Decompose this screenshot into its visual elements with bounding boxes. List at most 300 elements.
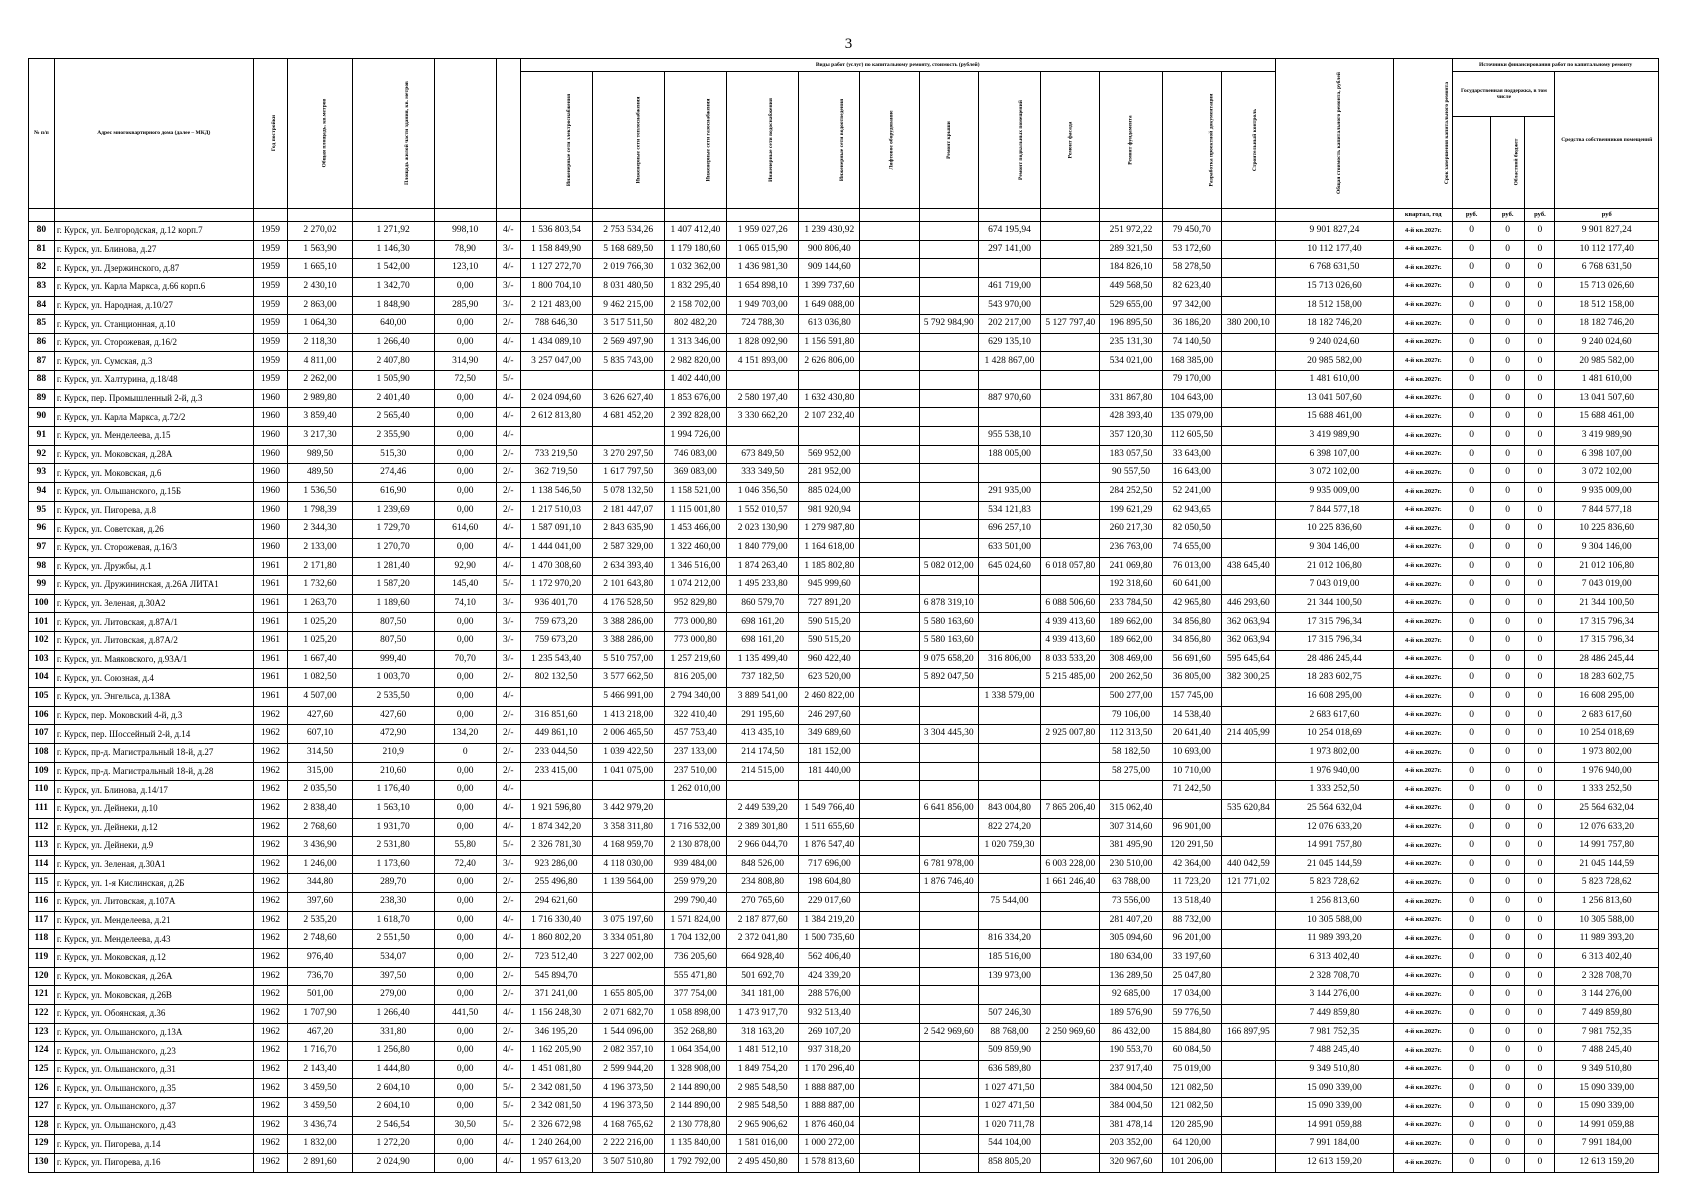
cell-work-basement: 816 334,20	[978, 930, 1040, 949]
cell-work-heat: 2 181 447,07	[592, 501, 664, 520]
cell-work-elevator	[860, 520, 919, 539]
cell-work-facade	[1041, 445, 1100, 464]
cell-work-water: 270 765,60	[727, 893, 799, 912]
cell-work-basement: 858 805,20	[978, 1154, 1040, 1173]
cell-work-basement	[978, 781, 1040, 800]
cell-work-design: 11 723,20	[1162, 874, 1221, 893]
cell-municipal-budget: 0	[1525, 743, 1555, 762]
cell-work-water: 1 495 233,80	[727, 576, 799, 595]
cell-fund-reform: 0	[1453, 688, 1491, 707]
cell-work-sewer: 198 604,80	[799, 874, 860, 893]
cell-living-area: 2 355,90	[352, 427, 434, 446]
cell-total-area: 736,70	[288, 967, 353, 986]
cell-work-facade	[1041, 240, 1100, 259]
table-row	[29, 277, 1659, 296]
cell-total-cost: 18 512 158,00	[1275, 296, 1393, 315]
table-row	[29, 650, 1659, 669]
cell-total-area: 2 344,30	[288, 520, 353, 539]
cell-fund-reform: 0	[1453, 1154, 1491, 1173]
cell-work-heat: 5 168 689,50	[592, 240, 664, 259]
cell-completion-term: 4-й кв.2027г.	[1394, 315, 1453, 334]
cell-regional-budget: 0	[1490, 240, 1524, 259]
cell-total-cost: 10 112 177,40	[1275, 240, 1393, 259]
cell-work-supervision	[1221, 688, 1275, 707]
table-row	[29, 855, 1659, 874]
cell-work-gas: 1 402 440,00	[664, 371, 726, 390]
cell-work-facade	[1041, 1135, 1100, 1154]
cell-completion-term: 4-й кв.2027г.	[1394, 352, 1453, 371]
cell-work-supervision	[1221, 762, 1275, 781]
cell-total-area: 2 768,60	[288, 818, 353, 837]
cell-nonresidential-area: 0,00	[434, 874, 496, 893]
cell-work-basement: 461 719,00	[978, 277, 1040, 296]
cell-fund-reform: 0	[1453, 296, 1491, 315]
cell-work-heat: 2 019 766,30	[592, 259, 664, 278]
cell-work-supervision	[1221, 445, 1275, 464]
cell-work-roof	[919, 1042, 978, 1061]
cell-work-basement: 534 121,83	[978, 501, 1040, 520]
cell-living-area: 1 176,40	[352, 781, 434, 800]
cell-work-heat: 1 544 096,00	[592, 1023, 664, 1042]
cell-living-area: 1 342,70	[352, 277, 434, 296]
table-row	[29, 893, 1659, 912]
cell-work-electric: 371 241,00	[520, 986, 592, 1005]
cell-year: 1962	[253, 1098, 287, 1117]
cell-work-heat: 3 577 662,50	[592, 669, 664, 688]
cell-regional-budget: 0	[1490, 1116, 1524, 1135]
cell-regional-budget: 0	[1490, 911, 1524, 930]
cell-owners-funds: 13 041 507,60	[1555, 389, 1659, 408]
cell-work-gas: 746 083,00	[664, 445, 726, 464]
cell-work-gas: 1 032 362,00	[664, 259, 726, 278]
cell-work-foundation: 281 407,20	[1100, 911, 1162, 930]
cell-year: 1962	[253, 1079, 287, 1098]
cell-row-number: 81	[29, 240, 55, 259]
cell-floors: 2/-	[496, 1023, 520, 1042]
cell-living-area: 1 271,92	[352, 222, 434, 241]
cell-work-water: 2 372 041,80	[727, 930, 799, 949]
cell-floors: 4/-	[496, 1042, 520, 1061]
cell-work-basement: 544 104,00	[978, 1135, 1040, 1154]
cell-work-elevator	[860, 482, 919, 501]
cell-address: г. Курск, ул. Карла Маркса, д.72/2	[54, 408, 253, 427]
cell-total-area: 1 082,50	[288, 669, 353, 688]
cell-work-electric: 733 219,50	[520, 445, 592, 464]
cell-work-heat: 2 006 465,50	[592, 725, 664, 744]
cell-work-water: 2 985 548,50	[727, 1079, 799, 1098]
cell-total-area: 1 263,70	[288, 594, 353, 613]
cell-work-gas: 2 158 702,00	[664, 296, 726, 315]
cell-work-supervision	[1221, 1135, 1275, 1154]
cell-work-foundation: 260 217,30	[1100, 520, 1162, 539]
header-number: № п/п	[29, 59, 55, 209]
cell-completion-term: 4-й кв.2027г.	[1394, 371, 1453, 390]
cell-completion-term: 4-й кв.2027г.	[1394, 538, 1453, 557]
cell-work-electric: 1 240 264,00	[520, 1135, 592, 1154]
cell-living-area: 640,00	[352, 315, 434, 334]
cell-completion-term: 4-й кв.2027г.	[1394, 855, 1453, 874]
cell-work-elevator	[860, 296, 919, 315]
cell-nonresidential-area: 0,00	[434, 1079, 496, 1098]
cell-work-design: 121 082,50	[1162, 1098, 1221, 1117]
cell-regional-budget: 0	[1490, 352, 1524, 371]
cell-work-roof	[919, 1154, 978, 1173]
cell-work-gas: 457 753,40	[664, 725, 726, 744]
cell-owners-funds: 18 182 746,20	[1555, 315, 1659, 334]
cell-total-cost: 1 976 940,00	[1275, 762, 1393, 781]
cell-work-roof	[919, 538, 978, 557]
unit-owners: руб	[1555, 209, 1659, 222]
cell-fund-reform: 0	[1453, 259, 1491, 278]
cell-work-sewer: 717 696,00	[799, 855, 860, 874]
cell-work-gas: 1 262 010,00	[664, 781, 726, 800]
cell-work-roof	[919, 743, 978, 762]
cell-nonresidential-area: 0,00	[434, 1060, 496, 1079]
cell-work-design: 34 856,80	[1162, 613, 1221, 632]
cell-year: 1961	[253, 650, 287, 669]
cell-owners-funds: 7 844 577,18	[1555, 501, 1659, 520]
cell-total-cost: 7 981 752,35	[1275, 1023, 1393, 1042]
cell-work-water: 698 161,20	[727, 632, 799, 651]
table-row	[29, 482, 1659, 501]
cell-work-facade	[1041, 706, 1100, 725]
cell-work-foundation: 180 634,00	[1100, 948, 1162, 967]
cell-owners-funds: 1 333 252,50	[1555, 781, 1659, 800]
cell-work-basement	[978, 594, 1040, 613]
cell-completion-term: 4-й кв.2027г.	[1394, 874, 1453, 893]
cell-work-elevator	[860, 632, 919, 651]
cell-regional-budget: 0	[1490, 855, 1524, 874]
table-row	[29, 874, 1659, 893]
cell-work-heat: 3 507 510,80	[592, 1154, 664, 1173]
cell-address: г. Курск, ул. Зеленая, д.30А2	[54, 594, 253, 613]
cell-year: 1961	[253, 576, 287, 595]
cell-fund-reform: 0	[1453, 967, 1491, 986]
cell-floors: 4/-	[496, 520, 520, 539]
cell-completion-term: 4-й кв.2027г.	[1394, 669, 1453, 688]
cell-total-area: 1 832,00	[288, 1135, 353, 1154]
cell-work-supervision	[1221, 389, 1275, 408]
cell-total-area: 2 143,40	[288, 1060, 353, 1079]
cell-work-sewer: 1 384 219,20	[799, 911, 860, 930]
cell-floors: 5/-	[496, 576, 520, 595]
cell-floors: 4/-	[496, 1060, 520, 1079]
cell-living-area: 331,80	[352, 1023, 434, 1042]
cell-floors: 4/-	[496, 1135, 520, 1154]
cell-work-water: 1 949 703,00	[727, 296, 799, 315]
cell-work-gas: 1 407 412,40	[664, 222, 726, 241]
cell-year: 1960	[253, 520, 287, 539]
cell-work-sewer: 981 920,94	[799, 501, 860, 520]
cell-row-number: 124	[29, 1042, 55, 1061]
cell-completion-term: 4-й кв.2027г.	[1394, 464, 1453, 483]
cell-work-water: 860 579,70	[727, 594, 799, 613]
header-work-basement: Ремонт подвальных помещений	[978, 72, 1040, 209]
cell-work-electric: 3 257 047,00	[520, 352, 592, 371]
cell-total-area: 989,50	[288, 445, 353, 464]
cell-total-area: 501,00	[288, 986, 353, 1005]
cell-address: г. Курск, пр-д. Магистральный 18-й, д.27	[54, 743, 253, 762]
cell-row-number: 89	[29, 389, 55, 408]
cell-fund-reform: 0	[1453, 315, 1491, 334]
cell-work-roof	[919, 352, 978, 371]
cell-municipal-budget: 0	[1525, 837, 1555, 856]
cell-completion-term: 4-й кв.2027г.	[1394, 501, 1453, 520]
cell-nonresidential-area: 998,10	[434, 222, 496, 241]
table-row	[29, 352, 1659, 371]
cell-work-facade: 6 088 506,60	[1041, 594, 1100, 613]
cell-row-number: 88	[29, 371, 55, 390]
cell-total-area: 315,00	[288, 762, 353, 781]
cell-municipal-budget: 0	[1525, 1060, 1555, 1079]
cell-work-elevator	[860, 725, 919, 744]
cell-work-gas: 1 074 212,00	[664, 576, 726, 595]
cell-work-supervision	[1221, 1116, 1275, 1135]
cell-work-design: 71 242,50	[1162, 781, 1221, 800]
cell-row-number: 113	[29, 837, 55, 856]
cell-work-basement: 1 338 579,00	[978, 688, 1040, 707]
cell-row-number: 125	[29, 1060, 55, 1079]
cell-work-design: 79 170,00	[1162, 371, 1221, 390]
cell-total-cost: 21 012 106,80	[1275, 557, 1393, 576]
cell-total-cost: 10 305 588,00	[1275, 911, 1393, 930]
cell-work-heat: 3 075 197,60	[592, 911, 664, 930]
cell-fund-reform: 0	[1453, 408, 1491, 427]
cell-regional-budget: 0	[1490, 986, 1524, 1005]
cell-floors: 3/-	[496, 855, 520, 874]
cell-work-gas: 773 000,80	[664, 613, 726, 632]
cell-work-basement: 843 004,80	[978, 799, 1040, 818]
cell-address: г. Курск, ул. Дружининская, д.26А ЛИТА1	[54, 576, 253, 595]
cell-work-foundation: 199 621,29	[1100, 501, 1162, 520]
cell-work-gas: 1 257 219,60	[664, 650, 726, 669]
cell-total-cost: 10 225 836,60	[1275, 520, 1393, 539]
cell-work-elevator	[860, 371, 919, 390]
cell-work-supervision	[1221, 911, 1275, 930]
cell-total-area: 2 838,40	[288, 799, 353, 818]
cell-work-sewer: 281 952,00	[799, 464, 860, 483]
cell-work-electric	[520, 688, 592, 707]
cell-work-foundation: 203 352,00	[1100, 1135, 1162, 1154]
cell-nonresidential-area: 614,60	[434, 520, 496, 539]
cell-work-water: 234 808,80	[727, 874, 799, 893]
cell-work-heat: 1 041 075,00	[592, 762, 664, 781]
cell-work-electric: 346 195,20	[520, 1023, 592, 1042]
cell-work-foundation: 200 262,50	[1100, 669, 1162, 688]
cell-work-sewer: 623 520,00	[799, 669, 860, 688]
cell-owners-funds: 7 043 019,00	[1555, 576, 1659, 595]
cell-owners-funds: 10 112 177,40	[1555, 240, 1659, 259]
cell-work-elevator	[860, 427, 919, 446]
cell-completion-term: 4-й кв.2027г.	[1394, 259, 1453, 278]
cell-work-roof	[919, 259, 978, 278]
cell-municipal-budget: 0	[1525, 427, 1555, 446]
cell-year: 1962	[253, 725, 287, 744]
cell-row-number: 84	[29, 296, 55, 315]
cell-work-heat	[592, 967, 664, 986]
cell-total-area: 976,40	[288, 948, 353, 967]
cell-work-elevator	[860, 613, 919, 632]
cell-floors: 3/-	[496, 240, 520, 259]
cell-work-basement: 674 195,94	[978, 222, 1040, 241]
cell-work-sewer: 727 891,20	[799, 594, 860, 613]
cell-work-water: 2 389 301,80	[727, 818, 799, 837]
cell-regional-budget: 0	[1490, 333, 1524, 352]
cell-total-area: 3 436,74	[288, 1116, 353, 1135]
cell-address: г. Курск, ул. Ольшанского, д.35	[54, 1079, 253, 1098]
cell-work-basement: 507 246,30	[978, 1004, 1040, 1023]
cell-fund-reform: 0	[1453, 725, 1491, 744]
cell-completion-term: 4-й кв.2027г.	[1394, 1116, 1453, 1135]
cell-nonresidential-area: 0,00	[434, 613, 496, 632]
cell-municipal-budget: 0	[1525, 408, 1555, 427]
cell-work-electric: 2 342 081,50	[520, 1098, 592, 1117]
cell-year: 1960	[253, 482, 287, 501]
cell-total-cost: 7 449 859,80	[1275, 1004, 1393, 1023]
cell-work-foundation: 251 972,22	[1100, 222, 1162, 241]
cell-work-supervision	[1221, 743, 1275, 762]
cell-work-facade	[1041, 333, 1100, 352]
cell-municipal-budget: 0	[1525, 911, 1555, 930]
cell-work-elevator	[860, 1079, 919, 1098]
cell-work-supervision	[1221, 1060, 1275, 1079]
cell-work-sewer: 181 440,00	[799, 762, 860, 781]
cell-municipal-budget: 0	[1525, 445, 1555, 464]
cell-work-design: 79 450,70	[1162, 222, 1221, 241]
cell-year: 1961	[253, 669, 287, 688]
cell-nonresidential-area: 0,00	[434, 445, 496, 464]
cell-work-facade	[1041, 222, 1100, 241]
cell-work-roof	[919, 371, 978, 390]
cell-work-gas: 259 979,20	[664, 874, 726, 893]
cell-fund-reform: 0	[1453, 1004, 1491, 1023]
cell-year: 1961	[253, 688, 287, 707]
cell-work-gas: 1 716 532,00	[664, 818, 726, 837]
cell-fund-reform: 0	[1453, 482, 1491, 501]
cell-living-area: 2 401,40	[352, 389, 434, 408]
cell-address: г. Курск, ул. Ольшанского, д.43	[54, 1116, 253, 1135]
cell-work-foundation: 500 277,00	[1100, 688, 1162, 707]
cell-address: г. Курск, ул. Пигорева, д.16	[54, 1154, 253, 1173]
cell-work-design	[1162, 799, 1221, 818]
cell-work-sewer: 1 888 887,00	[799, 1079, 860, 1098]
cell-work-supervision	[1221, 408, 1275, 427]
cell-work-gas: 1 453 466,00	[664, 520, 726, 539]
cell-living-area: 2 546,54	[352, 1116, 434, 1135]
table-row	[29, 1135, 1659, 1154]
cell-nonresidential-area: 0,00	[434, 501, 496, 520]
cell-nonresidential-area: 0,00	[434, 911, 496, 930]
cell-address: г. Курск, ул. Сторожевая, д.16/3	[54, 538, 253, 557]
cell-work-design: 96 201,00	[1162, 930, 1221, 949]
cell-work-design: 104 643,00	[1162, 389, 1221, 408]
cell-owners-funds: 15 090 339,00	[1555, 1098, 1659, 1117]
cell-municipal-budget: 0	[1525, 948, 1555, 967]
header-year: Год постройки	[253, 59, 287, 209]
table-row	[29, 445, 1659, 464]
unit-term: квартал, год	[1394, 209, 1453, 222]
cell-work-water: 318 163,20	[727, 1023, 799, 1042]
cell-work-gas: 773 000,80	[664, 632, 726, 651]
cell-work-supervision	[1221, 538, 1275, 557]
cell-work-heat: 5 078 132,50	[592, 482, 664, 501]
cell-completion-term: 4-й кв.2027г.	[1394, 893, 1453, 912]
cell-total-area: 1 025,20	[288, 613, 353, 632]
cell-work-roof	[919, 501, 978, 520]
cell-nonresidential-area: 0,00	[434, 688, 496, 707]
cell-regional-budget: 0	[1490, 222, 1524, 241]
cell-year: 1962	[253, 1154, 287, 1173]
cell-municipal-budget: 0	[1525, 315, 1555, 334]
cell-work-basement: 297 141,00	[978, 240, 1040, 259]
cell-completion-term: 4-й кв.2027г.	[1394, 333, 1453, 352]
cell-completion-term: 4-й кв.2027г.	[1394, 688, 1453, 707]
cell-floors: 5/-	[496, 1079, 520, 1098]
cell-work-water: 413 435,10	[727, 725, 799, 744]
cell-regional-budget: 0	[1490, 743, 1524, 762]
cell-nonresidential-area: 72,50	[434, 371, 496, 390]
cell-completion-term: 4-й кв.2027г.	[1394, 1060, 1453, 1079]
cell-living-area: 2 531,80	[352, 837, 434, 856]
cell-living-area: 2 565,40	[352, 408, 434, 427]
cell-row-number: 101	[29, 613, 55, 632]
cell-work-roof	[919, 296, 978, 315]
cell-work-foundation: 237 917,40	[1100, 1060, 1162, 1079]
cell-row-number: 83	[29, 277, 55, 296]
cell-regional-budget: 0	[1490, 1079, 1524, 1098]
cell-work-roof: 1 876 746,40	[919, 874, 978, 893]
cell-work-facade	[1041, 1004, 1100, 1023]
cell-nonresidential-area: 0,00	[434, 799, 496, 818]
cell-work-elevator	[860, 706, 919, 725]
cell-owners-funds: 1 973 802,00	[1555, 743, 1659, 762]
cell-work-sewer: 1 632 430,80	[799, 389, 860, 408]
cell-work-facade	[1041, 277, 1100, 296]
cell-address: г. Курск, ул. Белгородская, д.12 корп.7	[54, 222, 253, 241]
cell-nonresidential-area: 0,00	[434, 1042, 496, 1061]
cell-row-number: 102	[29, 632, 55, 651]
cell-fund-reform: 0	[1453, 986, 1491, 1005]
cell-work-supervision: 362 063,94	[1221, 613, 1275, 632]
cell-work-basement: 629 135,10	[978, 333, 1040, 352]
cell-completion-term: 4-й кв.2027г.	[1394, 296, 1453, 315]
cell-floors: 4/-	[496, 557, 520, 576]
cell-work-design: 25 047,80	[1162, 967, 1221, 986]
cell-total-cost: 9 304 146,00	[1275, 538, 1393, 557]
cell-nonresidential-area: 0,00	[434, 1023, 496, 1042]
cell-total-cost: 11 989 393,20	[1275, 930, 1393, 949]
cell-work-foundation: 92 685,00	[1100, 986, 1162, 1005]
cell-owners-funds: 17 315 796,34	[1555, 632, 1659, 651]
cell-work-basement: 509 859,90	[978, 1042, 1040, 1061]
cell-work-gas: 1 832 295,40	[664, 277, 726, 296]
cell-floors: 5/-	[496, 1116, 520, 1135]
table-row	[29, 725, 1659, 744]
cell-completion-term: 4-й кв.2027г.	[1394, 762, 1453, 781]
cell-row-number: 104	[29, 669, 55, 688]
cell-regional-budget: 0	[1490, 632, 1524, 651]
cell-work-water: 1 840 779,00	[727, 538, 799, 557]
cell-owners-funds: 28 486 245,44	[1555, 650, 1659, 669]
cell-total-area: 427,60	[288, 706, 353, 725]
cell-work-design: 36 805,00	[1162, 669, 1221, 688]
cell-work-design: 101 206,00	[1162, 1154, 1221, 1173]
cell-year: 1962	[253, 799, 287, 818]
cell-nonresidential-area: 0,00	[434, 706, 496, 725]
cell-work-electric: 802 132,50	[520, 669, 592, 688]
cell-work-heat: 4 196 373,50	[592, 1079, 664, 1098]
cell-fund-reform: 0	[1453, 650, 1491, 669]
